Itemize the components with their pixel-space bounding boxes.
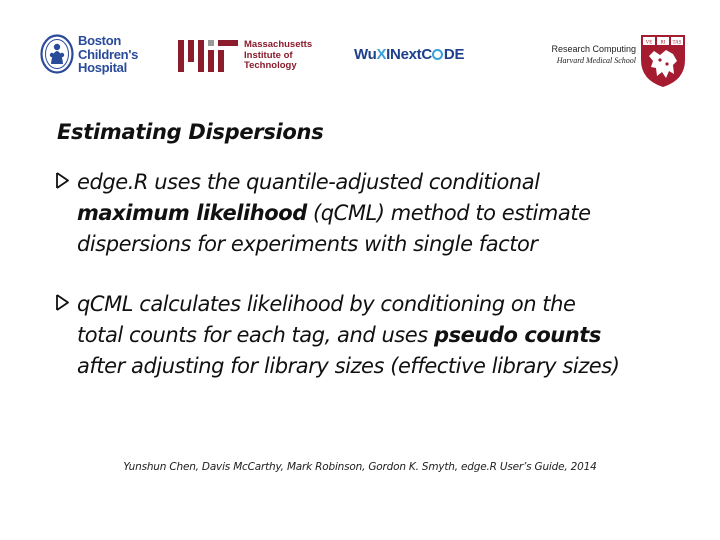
shield-word-1: VE xyxy=(645,40,653,46)
bullet-emphasis: pseudo counts xyxy=(433,323,601,347)
bullet-run: after adjusting for library sizes (effective library sizes) xyxy=(77,354,620,378)
bullet-item xyxy=(56,167,706,260)
bullet-run: qCML calculates likelihood by conditioning on the xyxy=(77,292,576,316)
wuxi-text-i: I xyxy=(386,46,391,63)
wuxi-text-nextc: NextC xyxy=(390,46,432,63)
bullet-line xyxy=(77,289,620,320)
harvard-shield-icon xyxy=(640,34,686,88)
wuxi-text-x: X xyxy=(376,46,387,63)
wuxi-text-wu: Wu xyxy=(354,46,377,63)
bch-line-1: Boston xyxy=(78,33,121,48)
bullet-line xyxy=(77,351,620,382)
arrow-bullet-icon xyxy=(56,289,77,315)
bullet-emphasis: maximum likelihood xyxy=(77,201,307,225)
wuxi-text-de: DE xyxy=(443,46,465,63)
slide-title: Estimating Dispersions xyxy=(57,120,324,144)
mit-line-2: Institute of xyxy=(244,49,293,61)
bullet-text xyxy=(77,289,620,382)
bch-seal-icon xyxy=(40,34,74,74)
bch-line-2: Children's xyxy=(78,46,139,62)
harvard-medical-school-subtitle: Harvard Medical School xyxy=(556,56,636,65)
research-computing-title: Research Computing xyxy=(551,44,636,54)
bch-wordmark xyxy=(78,34,138,75)
mit-line-3: Technology xyxy=(244,60,297,72)
bullet-run: dispersions for experiments with single factor xyxy=(77,232,538,256)
mit-logo xyxy=(178,40,312,72)
arrow-bullet-icon xyxy=(56,167,77,193)
bullet-list xyxy=(56,167,706,411)
bullet-line xyxy=(77,167,591,198)
citation: Yunshun Chen, Davis McCarthy, Mark Robinson, Gordon K. Smyth, edge.R User’s Guide, 2014 xyxy=(123,461,597,473)
bullet-line xyxy=(77,198,591,229)
bch-line-3: Hospital xyxy=(78,60,127,75)
shield-word-2: RI xyxy=(660,40,666,46)
mit-wordmark xyxy=(244,40,312,72)
research-computing-label xyxy=(551,44,636,65)
bullet-item xyxy=(56,289,706,382)
bullet-text xyxy=(77,167,591,260)
logo-header xyxy=(0,0,720,110)
bullet-run: edge.R uses the quantile-adjusted conditional xyxy=(77,170,540,194)
bullet-run: (qCML) method to estimate xyxy=(306,201,591,225)
bullet-line xyxy=(77,229,591,260)
wuxi-o-ring-icon xyxy=(432,49,443,60)
bullet-line xyxy=(77,320,620,351)
shield-word-3: TAS xyxy=(672,40,682,46)
boston-childrens-hospital-logo xyxy=(40,34,138,75)
mit-line-1: Massachusetts xyxy=(244,39,313,51)
bullet-run: total counts for each tag, and uses xyxy=(77,323,434,347)
mit-mark-icon xyxy=(178,40,238,72)
wuxi-nextcode-logo xyxy=(354,46,464,63)
